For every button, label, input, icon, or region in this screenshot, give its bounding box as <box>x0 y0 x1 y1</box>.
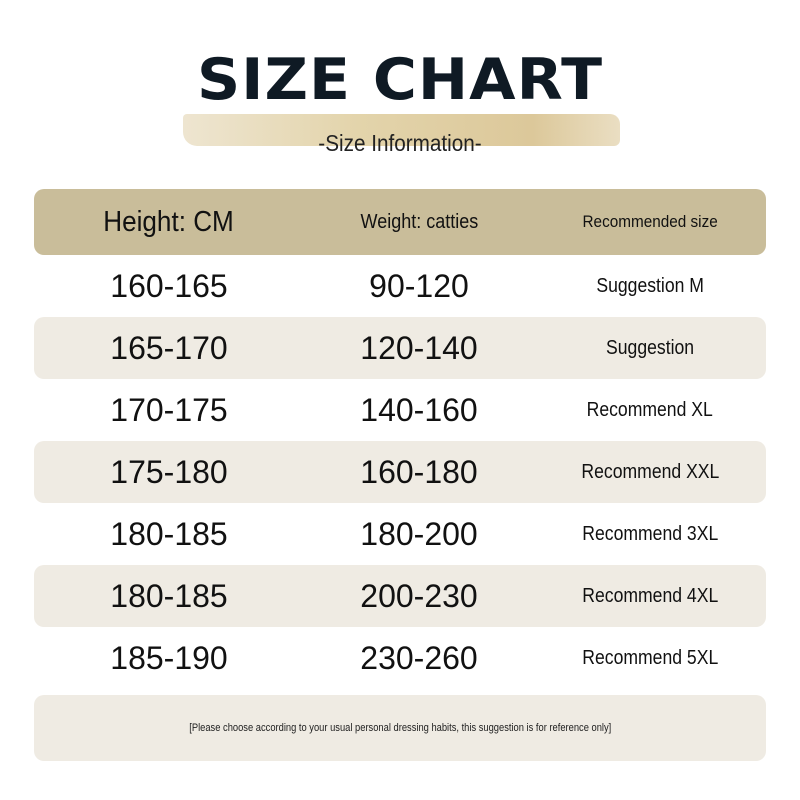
cell-size: Recommend 5XL <box>582 646 718 669</box>
header-size: Recommended size <box>582 212 718 231</box>
size-table <box>34 189 766 689</box>
table-row <box>34 379 766 441</box>
reference-note-text: [Please choose according to your usual personal dressing habits, this suggestion is for reference only] <box>188 722 612 734</box>
page-subtitle: -Size Information- <box>318 130 482 156</box>
cell-height: 185-190 <box>110 639 228 676</box>
cell-weight: 90-120 <box>369 267 469 304</box>
cell-size: Suggestion M <box>596 274 704 297</box>
cell-size: Suggestion <box>605 336 695 359</box>
cell-size: Recommend 3XL <box>582 522 718 545</box>
table-row <box>34 503 766 565</box>
table-row <box>34 255 766 317</box>
cell-weight: 180-200 <box>360 515 478 552</box>
table-row <box>34 441 766 503</box>
reference-note <box>34 695 766 761</box>
cell-weight: 140-160 <box>360 391 478 428</box>
cell-height: 180-185 <box>110 577 228 614</box>
header-height: Height: CM <box>103 205 235 238</box>
cell-height: 160-165 <box>110 267 228 304</box>
cell-height: 175-180 <box>110 453 228 490</box>
title-block <box>0 40 800 120</box>
table-header <box>34 189 766 255</box>
page-title: SIZE CHART <box>196 46 604 114</box>
cell-size: Recommend XXL <box>581 460 719 483</box>
table-row <box>34 627 766 689</box>
cell-weight: 230-260 <box>360 639 478 676</box>
table-row <box>34 317 766 379</box>
cell-height: 170-175 <box>110 391 228 428</box>
cell-height: 180-185 <box>110 515 228 552</box>
cell-weight: 200-230 <box>360 577 478 614</box>
header-weight: Weight: catties <box>360 210 478 233</box>
cell-size: Recommend XL <box>586 398 714 421</box>
cell-height: 165-170 <box>110 329 228 366</box>
cell-weight: 160-180 <box>360 453 478 490</box>
cell-weight: 120-140 <box>360 329 478 366</box>
cell-size: Recommend 4XL <box>582 584 718 607</box>
table-row <box>34 565 766 627</box>
